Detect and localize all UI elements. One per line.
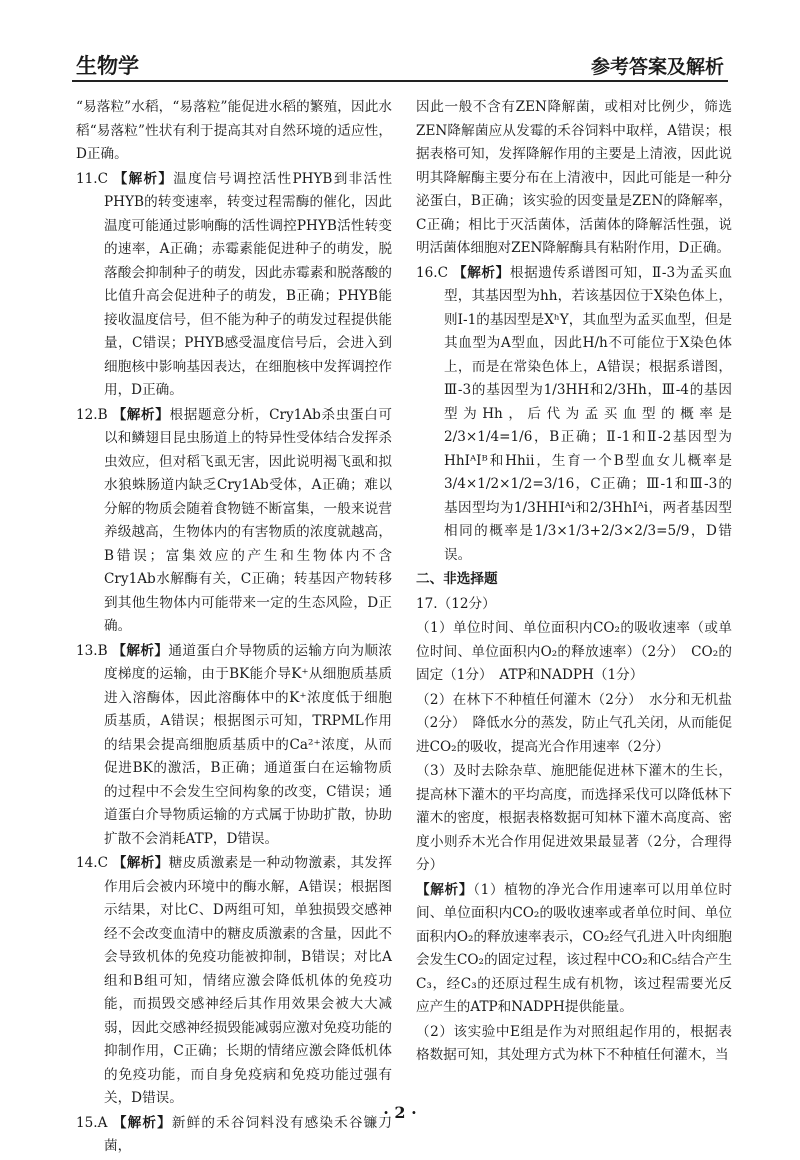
analysis-tag: 【解析】 (112, 855, 169, 871)
continued-paragraph: “易落粒”水稻，“易落粒”能促进水稻的繁殖，因此水稻“易落粒”性状有利于提高其对自然环境的适应性，D正确。 (76, 99, 392, 162)
question-17-heading: 17.（12分） (416, 595, 496, 612)
q17-answer-3: （3）及时去除杂草、施肥能促进林下灌木的生长，提高林下灌木的平均高度，而选择采伐可以降低林下灌木的密度，根据表格数据可知林下灌木高度高、密度小则乔木光合作用促进效果最显著（2分，合理得分） (416, 763, 732, 873)
item-text: 糖皮质激素是一种动物激素，其发挥作用后会被内环境中的酶水解，A错误；根据图示结果，对比C、D两组可知，单独损毁交感神经不会改变血清中的糖皮质激素的含量，因此不会导致机体的免疫功能被抑制，B错误；对比A组和B组可知，情绪应激会降低机体的免疫功能，而损毁交感神经后其作用效果会被大大减弱，因此交感神经损毁能减弱应激对免疫功能的抑制作用，C正确；长期的情绪应激会降低机体的免疫功能，而自身免疫病和免疫功能过强有关，D错误。 (104, 855, 393, 1106)
analysis-tag: 【解析】 (452, 264, 510, 281)
page-number: · 2 · (383, 1103, 417, 1122)
explanation-text: （1）植物的净光合作用速率可以用单位时间、单位面积内CO₂的吸收速率或者单位时间、单位面积内O₂的释放速率表示，CO₂经气孔进入叶肉细胞会发生CO₂的固定过程，该过程中CO₂和C₅结合产生C₃，经C₃的还原过程生成有机物，该过程需要光反应产生的ATP和NADPH提供能量。 (416, 881, 732, 1015)
answer-item-16 (416, 262, 732, 568)
analysis-tag: 【解析】 (113, 170, 174, 187)
page-header (72, 44, 728, 82)
item-text: 通道蛋白介导物质的运输方向为顺浓度梯度的运输，由于BK能介导K⁺从细胞质基质进入溶酶体，因此溶酶体中的K⁺浓度低于细胞质基质，A错误；根据图示可知，TRPML作用的结果会提高细胞质基质中的Ca²⁺浓度，从而促进BK的激活，B正确；通道蛋白在运输物质的过程中不会发生空间构象的改变，C错误；通道蛋白介导物质运输的方式属于协助扩散，协助扩散不会消耗ATP，D错误。 (104, 642, 392, 847)
answer-item-11 (76, 168, 392, 403)
q17-answer-1: （1）单位时间、单位面积内CO₂的吸收速率（或单位时间、单位面积内O₂的释放速率）（2分） CO₂的固定（1分） ATP和NADPH（1分） (416, 620, 732, 683)
answer-title: 参考答案及解析 (590, 56, 724, 78)
item-number: 11.C (76, 170, 109, 187)
section-heading: 二、非选择题 (416, 571, 498, 587)
analysis-tag: 【解析】 (112, 406, 170, 423)
subject-title: 生物学 (76, 54, 139, 78)
analysis-tag: 【解析】 (112, 642, 169, 659)
q17-explanation-1 (416, 879, 732, 1020)
answer-item-13 (76, 640, 392, 852)
item-text: 根据题意分析，Cry1Ab杀虫蛋白可以和鳞翅目昆虫肠道上的特异性受体结合发挥杀虫效应，但对稻飞虱无害，因此说明褐飞虱和拟水狼蛛肠道内缺乏Cry1Ab受体，A正确；难以分解的物质会随着食物链不断富集，一般来说营养级越高，生物体内的有害物质的浓度就越高，B错误；富集效应的产生和生物体内不含Cry1Ab水解酶有关，C正确；转基因产物转移到其他生物体内可能带来一定的生态风险，D正确。 (104, 406, 393, 634)
item-number: 13.B (76, 642, 108, 659)
left-column (76, 96, 392, 1160)
q17-answer-2: （2）在林下不种植任何灌木（2分） 水分和无机盐（2分） 降低水分的蒸发，防止气孔关闭，从而能促进CO₂的吸收，提高光合作用速率（2分） (416, 691, 732, 755)
item-number: 15.A (76, 1114, 108, 1131)
analysis-tag: 【解析】 (112, 1114, 172, 1131)
analysis-tag: 【解析】 (416, 881, 474, 898)
answer-item-14 (76, 852, 392, 1111)
item-text: 新鲜的禾谷饲料没有感染禾谷镰刀菌， (104, 1114, 393, 1154)
continued-paragraph: 因此一般不含有ZEN降解菌，或相对比例少，筛选ZEN降解菌应从发霉的禾谷饲料中取样，A错误；根据表格可知，发挥降解作用的主要是上清液，因此说明其降解酶主要分布在上清液中，因此可能是一种分泌蛋白，B正确；该实验的因变量是ZEN的降解率，C正确；相比于灭活菌体，活菌体的降解活性强，说明活菌体细胞对ZEN降解酶具有粘附作用，D正确。 (416, 99, 732, 256)
q17-explanation-2: （2）该实验中E组是作为对照组起作用的，根据表格数据可知，其处理方式为林下不种植任何灌木，当 (416, 1023, 732, 1063)
item-number: 14.C (76, 855, 109, 871)
item-number: 16.C (416, 264, 449, 281)
right-column (416, 96, 732, 1069)
item-text: 温度信号调控活性PHYB到非活性PHYB的转变速率，转变过程需酶的催化，因此温度可能通过影响酶的活性调控PHYB活性转变的速率，A正确；赤霉素能促进种子的萌发，脱落酸会抑制种子的萌发，因此赤霉素和脱落酸的比值升高会促进种子的萌发，B正确；PHYB能接收温度信号，但不能为种子的萌发过程提供能量，C错误；PHYB感受温度信号后，会进入到细胞核中影响基因表达，在细胞核中发挥调控作用，D正确。 (104, 170, 393, 398)
item-text: 根据遗传系谱图可知，Ⅱ-3为孟买血型，其基因型为hh，若该基因位于X染色体上，则Ⅰ-1的基因型是XʰY，其血型为孟买血型，但是其血型为A型血，因此H/h不可能位于X染色体上，而是在常染色体上，A错误；根据系谱图，Ⅲ-3的基因型为1/3HH和2/3Hh，Ⅲ-4的基因型为Hh，后代为孟买血型的概率是2/3×1/4=1/6，B正确；Ⅱ-1和Ⅱ-2基因型为HhIᴬIᴮ和Hhii，生育一个B型血女儿概率是3/4×1/2×1/2=3/16，C正确；Ⅲ-1和Ⅲ-3的基因型均为1/3HHIᴬi和2/3HhIᴬi，两者基因型相同的概率是1/3×1/3+2/3×2/3=5/9，D错误。 (444, 264, 733, 563)
answer-item-12 (76, 404, 392, 639)
item-number: 12.B (76, 406, 108, 423)
